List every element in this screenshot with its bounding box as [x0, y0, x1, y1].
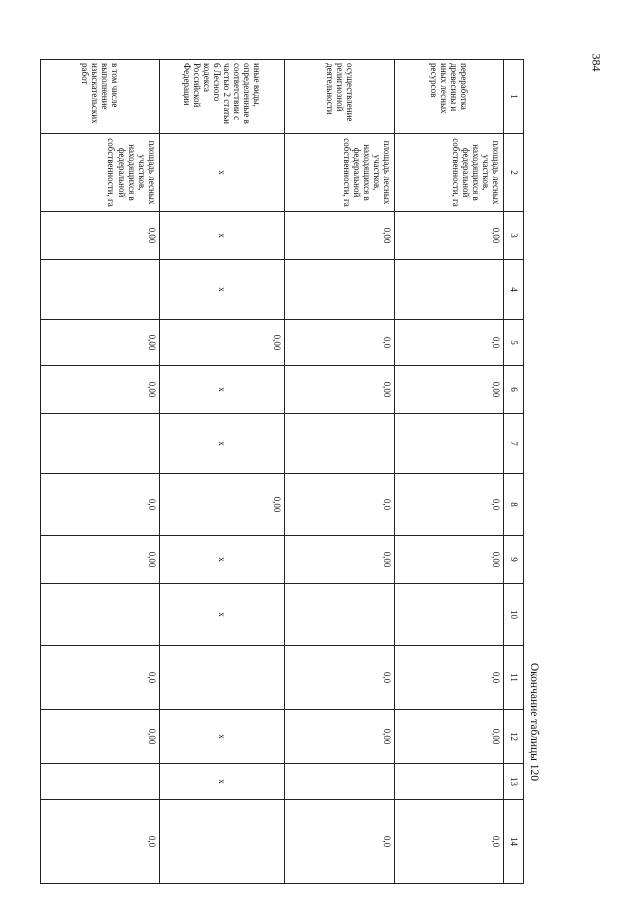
table-caption: Окончание таблицы 120 — [528, 662, 540, 781]
table-body — [41, 60, 524, 884]
column-number: 4 — [504, 260, 524, 320]
page-number: 384 — [589, 53, 604, 72]
table-cell: 0,0 — [394, 800, 503, 884]
table-cell: x — [159, 710, 285, 764]
table-cell: 0,00 — [285, 536, 394, 584]
table-cell: 0,0 — [394, 474, 503, 536]
table-cell: 0,00 — [394, 212, 503, 260]
table-cell: 0,00 — [285, 212, 394, 260]
column-number: 11 — [504, 646, 524, 710]
column-number: 8 — [504, 474, 524, 536]
data-table — [40, 59, 524, 884]
table-cell: x — [159, 536, 285, 584]
table-cell — [394, 584, 503, 646]
table-cell — [394, 260, 503, 320]
table-cell — [41, 764, 160, 800]
column-number: 13 — [504, 764, 524, 800]
table-cell — [285, 584, 394, 646]
table-cell — [394, 414, 503, 474]
table-cell: 0,00 — [394, 710, 503, 764]
table-cell: 0,00 — [41, 710, 160, 764]
column-number: 1 — [504, 60, 524, 134]
table-cell — [41, 260, 160, 320]
table-cell: 0,00 — [41, 536, 160, 584]
table-cell — [285, 414, 394, 474]
table-cell — [159, 800, 285, 884]
row-unit-label: площадь лесных участков, находящихся в федеральной собственности, га — [394, 134, 503, 212]
table-cell: 0,00 — [285, 366, 394, 414]
table-cell — [394, 764, 503, 800]
table-cell: 0,00 — [41, 212, 160, 260]
row-unit-label: площадь лесных участков, находящихся в федеральной собственности, га — [41, 134, 160, 212]
row-activity-label: переработка древесины и иных лесных ресурсов — [394, 60, 503, 134]
row-activity-label: осуществление религиозной деятельности — [285, 60, 394, 134]
table-cell: 0,00 — [394, 536, 503, 584]
table-cell: x — [159, 212, 285, 260]
row-unit-label: площадь лесных участков, находящихся в федеральной собственности, га — [285, 134, 394, 212]
table-row — [285, 60, 394, 884]
table-cell: 0,0 — [41, 474, 160, 536]
table-cell: x — [159, 366, 285, 414]
table-cell: x — [159, 414, 285, 474]
column-number: 7 — [504, 414, 524, 474]
column-number: 3 — [504, 212, 524, 260]
row-activity-label: иные виды, определенные в соответствии с частью 2 статьи 6 Лесного кодекса Российской Федерации — [159, 60, 285, 134]
column-number: 6 — [504, 366, 524, 414]
table-row — [394, 60, 503, 884]
table-cell: 0,00 — [41, 320, 160, 366]
row-unit-label: x — [159, 134, 285, 212]
table-cell — [41, 414, 160, 474]
column-number: 9 — [504, 536, 524, 584]
column-number: 14 — [504, 800, 524, 884]
column-number: 5 — [504, 320, 524, 366]
row-activity-label: в том числе выполнение изыскательских работ — [41, 60, 160, 134]
table-cell: 0,0 — [394, 320, 503, 366]
table-cell: 0,0 — [394, 646, 503, 710]
table-cell: 0,00 — [394, 366, 503, 414]
table-cell: 0,00 — [159, 320, 285, 366]
table-cell — [41, 584, 160, 646]
table-cell: x — [159, 764, 285, 800]
table-cell: 0,00 — [41, 366, 160, 414]
table-cell — [285, 764, 394, 800]
column-number: 2 — [504, 134, 524, 212]
table-cell: x — [159, 584, 285, 646]
table-row — [159, 60, 285, 884]
table-cell — [159, 646, 285, 710]
table-row — [41, 60, 160, 884]
table-cell: 0,0 — [285, 474, 394, 536]
table-cell: 0,0 — [41, 800, 160, 884]
table-cell: 0,0 — [41, 646, 160, 710]
table-cell: 0,0 — [285, 320, 394, 366]
table-cell — [285, 260, 394, 320]
table-cell: 0,0 — [285, 646, 394, 710]
column-number: 10 — [504, 584, 524, 646]
header-row — [504, 60, 524, 884]
table-cell: x — [159, 260, 285, 320]
column-number: 12 — [504, 710, 524, 764]
rotated-table-frame — [40, 59, 540, 848]
table-cell: 0,00 — [159, 474, 285, 536]
table-cell: 0,0 — [285, 800, 394, 884]
table-cell: 0,00 — [285, 710, 394, 764]
